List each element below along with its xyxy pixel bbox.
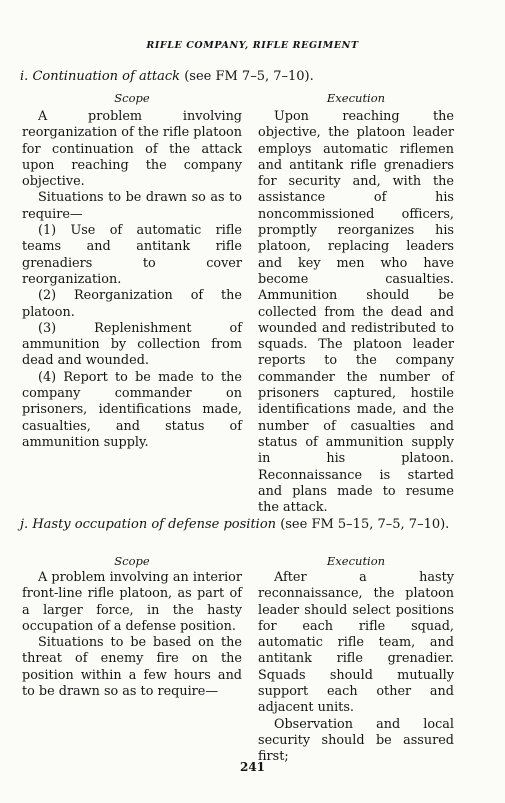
- scope-paragraph: (1) Use of automatic rifle teams and antitank rifle grenadiers to cover reorganization.: [22, 223, 242, 287]
- execution-paragraph: Upon reaching the objective, the platoon leader employs automatic riflemen and antitank rifle grenadiers for security and, with the assistance of his noncommissioned officers, promptly reorganizes his platoon, replacing leaders and key men who have become casualties. Ammunition should be collected from the dead and wounded and redistributed to squads. The platoon leader reports to the company commander the number of prisoners captured, hostile identifications made, and the number of casualties and status of ammunition supply in his platoon. Reconnaissance is started and plans made to resume the attack.: [258, 109, 454, 516]
- section-i-label: i.: [20, 69, 29, 84]
- section-j-label: j.: [20, 517, 29, 532]
- scope-paragraph: Situations to be drawn so as to require—: [22, 190, 242, 222]
- execution-paragraph: Observation and local security should be assured first;: [258, 716, 454, 765]
- section-j-heading: [20, 517, 480, 533]
- section-j-execution-column: [258, 570, 454, 766]
- scope-paragraph: A problem involving an interior front-line rifle platoon, as part of a larger force, in the hasty occupation of a defense position.: [22, 570, 242, 634]
- page-number: 241: [239, 760, 266, 774]
- section-j-title: Hasty occupation of defense position: [32, 517, 277, 532]
- scope-paragraph: Situations to be based on the threat of enemy fire on the position within a few hours and to be drawn so as to require—: [22, 635, 242, 700]
- section-i-reference: (see FM 7–5, 7–10).: [184, 69, 314, 84]
- section-i-scope-column: [22, 109, 242, 451]
- scope-paragraph: (4) Report to be made to the company commander on prisoners, identifications made, casualties, and status of ammunition supply.: [22, 369, 242, 450]
- section-i-title: Continuation of attack: [32, 69, 181, 84]
- section-i-scope-title: Scope: [114, 91, 150, 105]
- section-j-scope-title: Scope: [114, 554, 150, 568]
- scope-paragraph: (3) Replenishment of ammunition by collection from dead and wounded.: [22, 320, 242, 369]
- execution-paragraph: After a hasty reconnaissance, the platoon leader should select positions for each rifle squad, automatic rifle team, and antitank rifle grenadier. Squads should mutually support each other and adjacent units.: [258, 570, 454, 716]
- section-j-execution-title: Execution: [326, 554, 386, 568]
- running-head: RIFLE COMPANY, RIFLE REGIMENT: [146, 40, 359, 51]
- scope-paragraph: (2) Reorganization of the platoon.: [22, 288, 242, 320]
- section-i-heading: [20, 69, 480, 85]
- section-i-execution-column: [258, 109, 454, 516]
- section-i-execution-title: Execution: [326, 91, 386, 105]
- section-j-scope-column: [22, 570, 242, 700]
- scope-paragraph: A problem involving reorganization of the rifle platoon for continuation of the attack upon reaching the company objective.: [22, 109, 242, 190]
- section-j-reference: (see FM 5–15, 7–5, 7–10).: [280, 517, 450, 532]
